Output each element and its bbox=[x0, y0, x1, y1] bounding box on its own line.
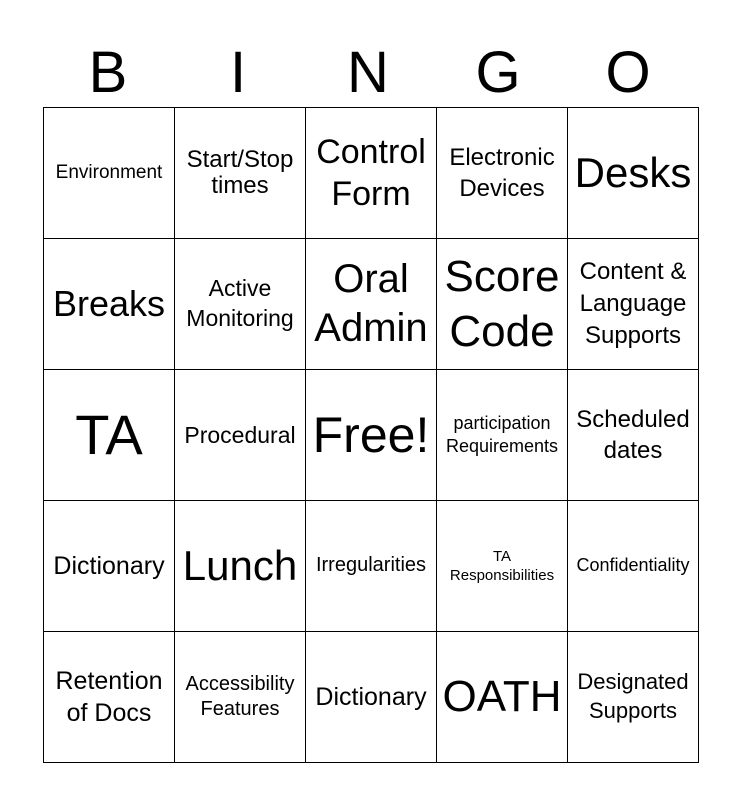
bingo-cell[interactable] bbox=[568, 108, 699, 239]
bingo-cell[interactable] bbox=[306, 108, 437, 239]
bingo-cell[interactable] bbox=[175, 108, 306, 239]
cell-text: OATH bbox=[442, 672, 562, 722]
cell-text: Electronic Devices bbox=[449, 143, 555, 202]
cell-text: Environment bbox=[55, 161, 163, 183]
bingo-cell[interactable] bbox=[568, 370, 699, 501]
bingo-cell[interactable] bbox=[44, 370, 175, 501]
bingo-cell[interactable] bbox=[44, 108, 175, 239]
cell-text: Score Code bbox=[444, 252, 560, 356]
cell-text: participation Requirements bbox=[445, 412, 559, 456]
cell-text: Start/Stop times bbox=[186, 146, 294, 199]
bingo-cell[interactable] bbox=[437, 108, 568, 239]
cell-text: Irregularities bbox=[315, 554, 427, 577]
bingo-cell[interactable] bbox=[175, 239, 306, 370]
bingo-cell[interactable] bbox=[44, 501, 175, 632]
cell-text: Breaks bbox=[52, 282, 166, 324]
bingo-cell[interactable] bbox=[306, 370, 437, 501]
cell-text: Free! bbox=[312, 407, 430, 463]
board-row bbox=[44, 501, 699, 632]
cell-text: Dictionary bbox=[315, 682, 427, 711]
bingo-cell[interactable] bbox=[175, 370, 306, 501]
header-letter-n: N bbox=[347, 40, 389, 105]
bingo-cell[interactable] bbox=[437, 370, 568, 501]
cell-text: TA Responsibilities bbox=[449, 547, 555, 584]
bingo-cell[interactable] bbox=[175, 632, 306, 763]
bingo-header bbox=[43, 40, 693, 106]
cell-text: Oral Admin bbox=[314, 257, 428, 350]
header-letter-g: G bbox=[475, 40, 521, 105]
bingo-cell[interactable] bbox=[44, 632, 175, 763]
bingo-cell[interactable] bbox=[568, 239, 699, 370]
header-letter-i: I bbox=[229, 40, 247, 105]
cell-text: Retention of Docs bbox=[55, 666, 163, 727]
cell-text: Dictionary bbox=[53, 551, 165, 580]
bingo-cell[interactable] bbox=[306, 239, 437, 370]
cell-text: Accessibility Features bbox=[185, 673, 295, 720]
bingo-cell[interactable] bbox=[44, 239, 175, 370]
cell-text: Confidentiality bbox=[576, 555, 690, 576]
cell-text: Procedural bbox=[184, 421, 296, 448]
bingo-board bbox=[43, 107, 699, 763]
cell-text: Lunch bbox=[182, 542, 298, 590]
header-letter-b: B bbox=[88, 40, 128, 105]
board-row bbox=[44, 632, 699, 763]
bingo-cell[interactable] bbox=[437, 239, 568, 370]
cell-text: Content & Language Supports bbox=[579, 258, 687, 349]
bingo-cell[interactable] bbox=[437, 632, 568, 763]
bingo-cell[interactable] bbox=[306, 632, 437, 763]
cell-text: Designated Supports bbox=[577, 669, 689, 723]
cell-text: Active Monitoring bbox=[186, 275, 294, 331]
cell-text: Desks bbox=[574, 149, 692, 197]
header-letter-o: O bbox=[605, 40, 651, 105]
board-row bbox=[44, 108, 699, 239]
bingo-cell[interactable] bbox=[175, 501, 306, 632]
bingo-cell[interactable] bbox=[568, 632, 699, 763]
bingo-cell[interactable] bbox=[568, 501, 699, 632]
bingo-cell[interactable] bbox=[306, 501, 437, 632]
cell-text: Scheduled dates bbox=[576, 405, 690, 464]
board-row bbox=[44, 370, 699, 501]
board-row bbox=[44, 239, 699, 370]
cell-text: Control Form bbox=[316, 132, 426, 213]
cell-text: TA bbox=[75, 402, 143, 466]
bingo-cell[interactable] bbox=[437, 501, 568, 632]
